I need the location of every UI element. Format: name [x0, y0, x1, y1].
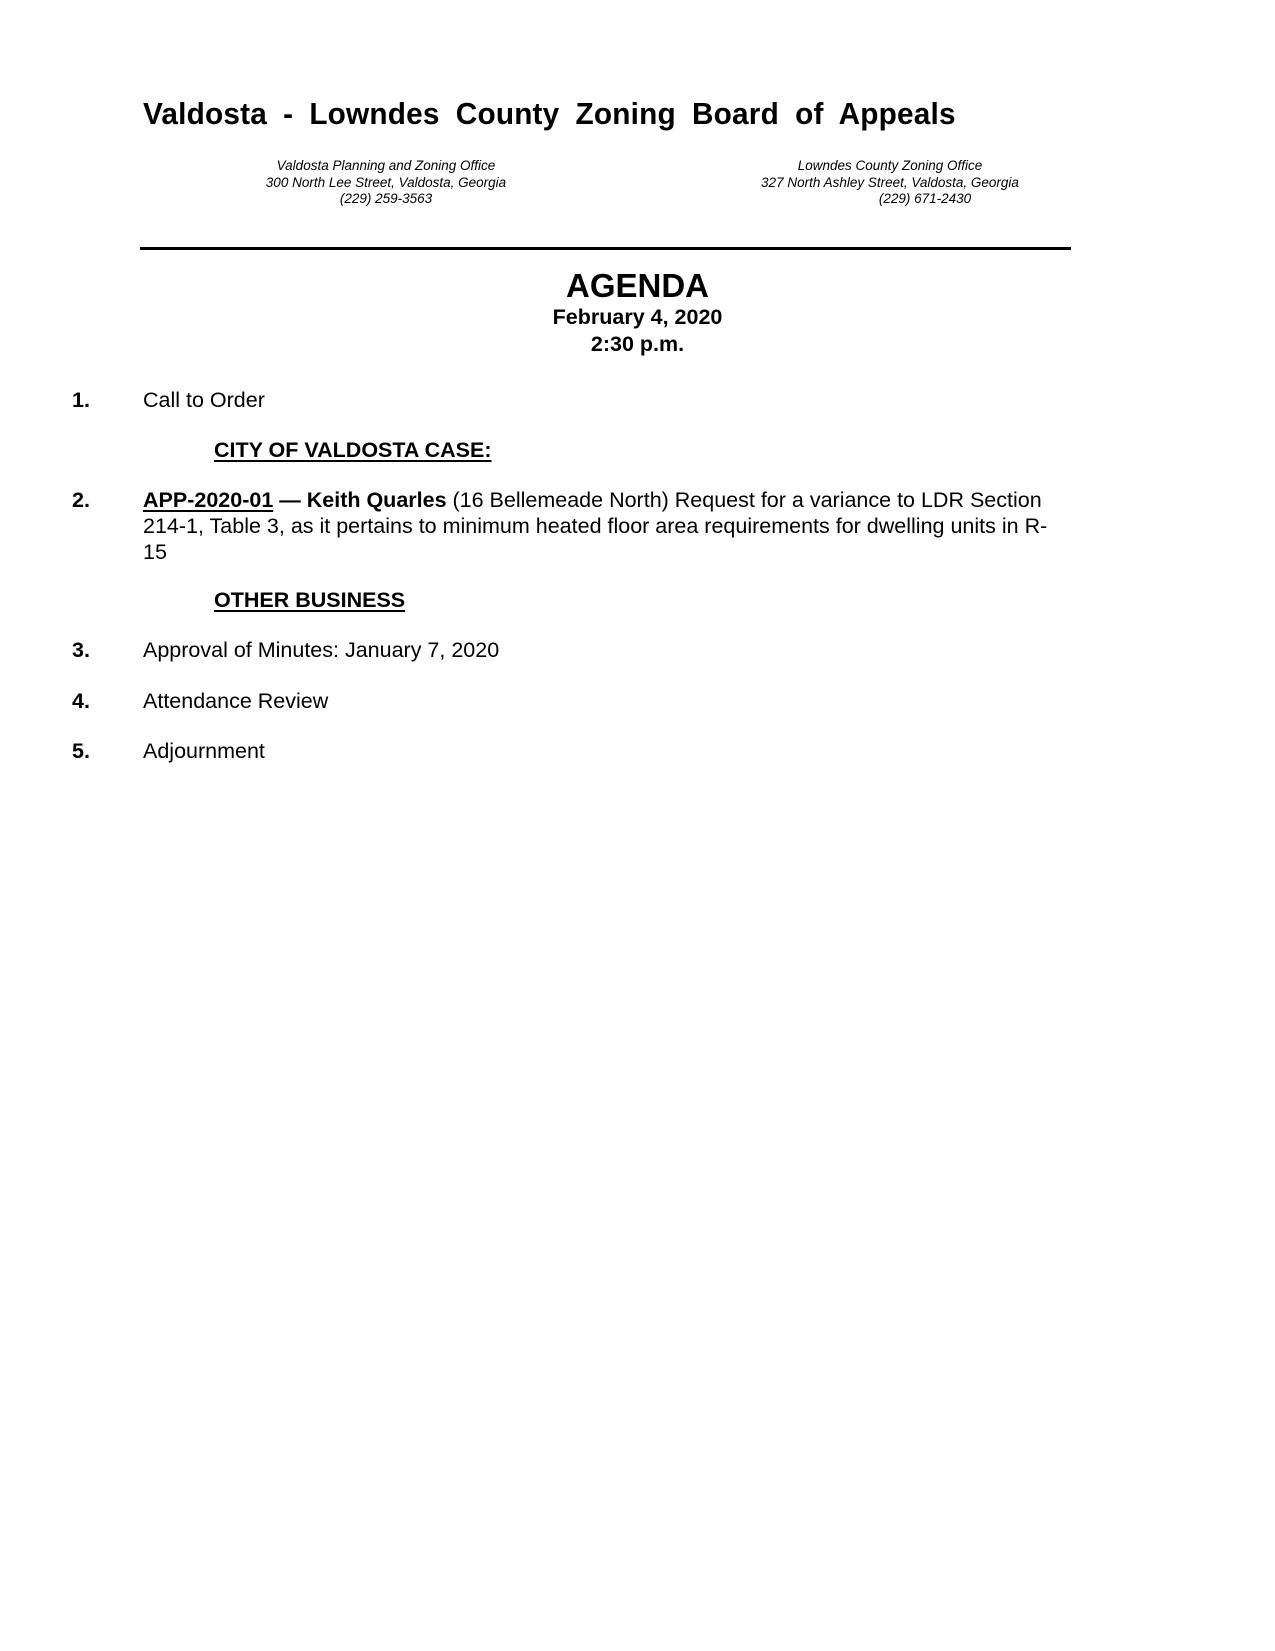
agenda-item-4 [72, 688, 1072, 714]
item-number: 4. [72, 689, 90, 713]
agenda-item-3 [72, 637, 1072, 663]
county-office-address: 327 North Ashley Street, Valdosta, Georgia [761, 174, 1019, 190]
county-office-name: Lowndes County Zoning Office [797, 158, 983, 173]
section-other-business: OTHER BUSINESS [214, 588, 406, 612]
agenda-item-5 [72, 738, 1072, 764]
header-divider [140, 247, 1071, 250]
city-office-address: 300 North Lee Street, Valdosta, Georgia [265, 174, 507, 190]
item-number: 3. [72, 638, 90, 662]
city-office-phone: (229) 259-3563 [339, 191, 433, 206]
item-text: Attendance Review [143, 689, 329, 713]
case-dash: — [273, 488, 307, 512]
county-office-info [740, 158, 1040, 208]
city-office-info [236, 158, 536, 208]
agenda-heading: AGENDA [565, 267, 709, 304]
item-number: 2. [72, 488, 90, 512]
section-city-case: CITY OF VALDOSTA CASE: [214, 438, 492, 462]
county-office-phone: (229) 671-2430 [878, 191, 972, 206]
item-text [143, 487, 1063, 565]
item-number: 1. [72, 388, 90, 412]
item-text: Approval of Minutes: January 7, 2020 [143, 638, 500, 662]
agenda-time: 2:30 p.m. [590, 332, 685, 356]
city-office-name: Valdosta Planning and Zoning Office [276, 158, 496, 173]
case-id: APP-2020-01 [143, 488, 274, 512]
item-text: Adjournment [143, 739, 265, 763]
agenda-item-1 [72, 387, 1072, 413]
agenda-item-2 [72, 487, 1072, 565]
page-title: Valdosta - Lowndes County Zoning Board of Appeals [143, 96, 956, 131]
applicant-name: Keith Quarles [306, 488, 447, 512]
item-text: Call to Order [143, 388, 265, 412]
case-description: (16 Bellemeade North) Request for a variance to LDR Section 214-1, Table 3, as it pertains to minimum heated floor area requirements for dwelling units in R-15 [143, 488, 1048, 564]
item-number: 5. [72, 739, 90, 763]
agenda-heading-block [400, 268, 875, 358]
agenda-date: February 4, 2020 [552, 305, 723, 329]
